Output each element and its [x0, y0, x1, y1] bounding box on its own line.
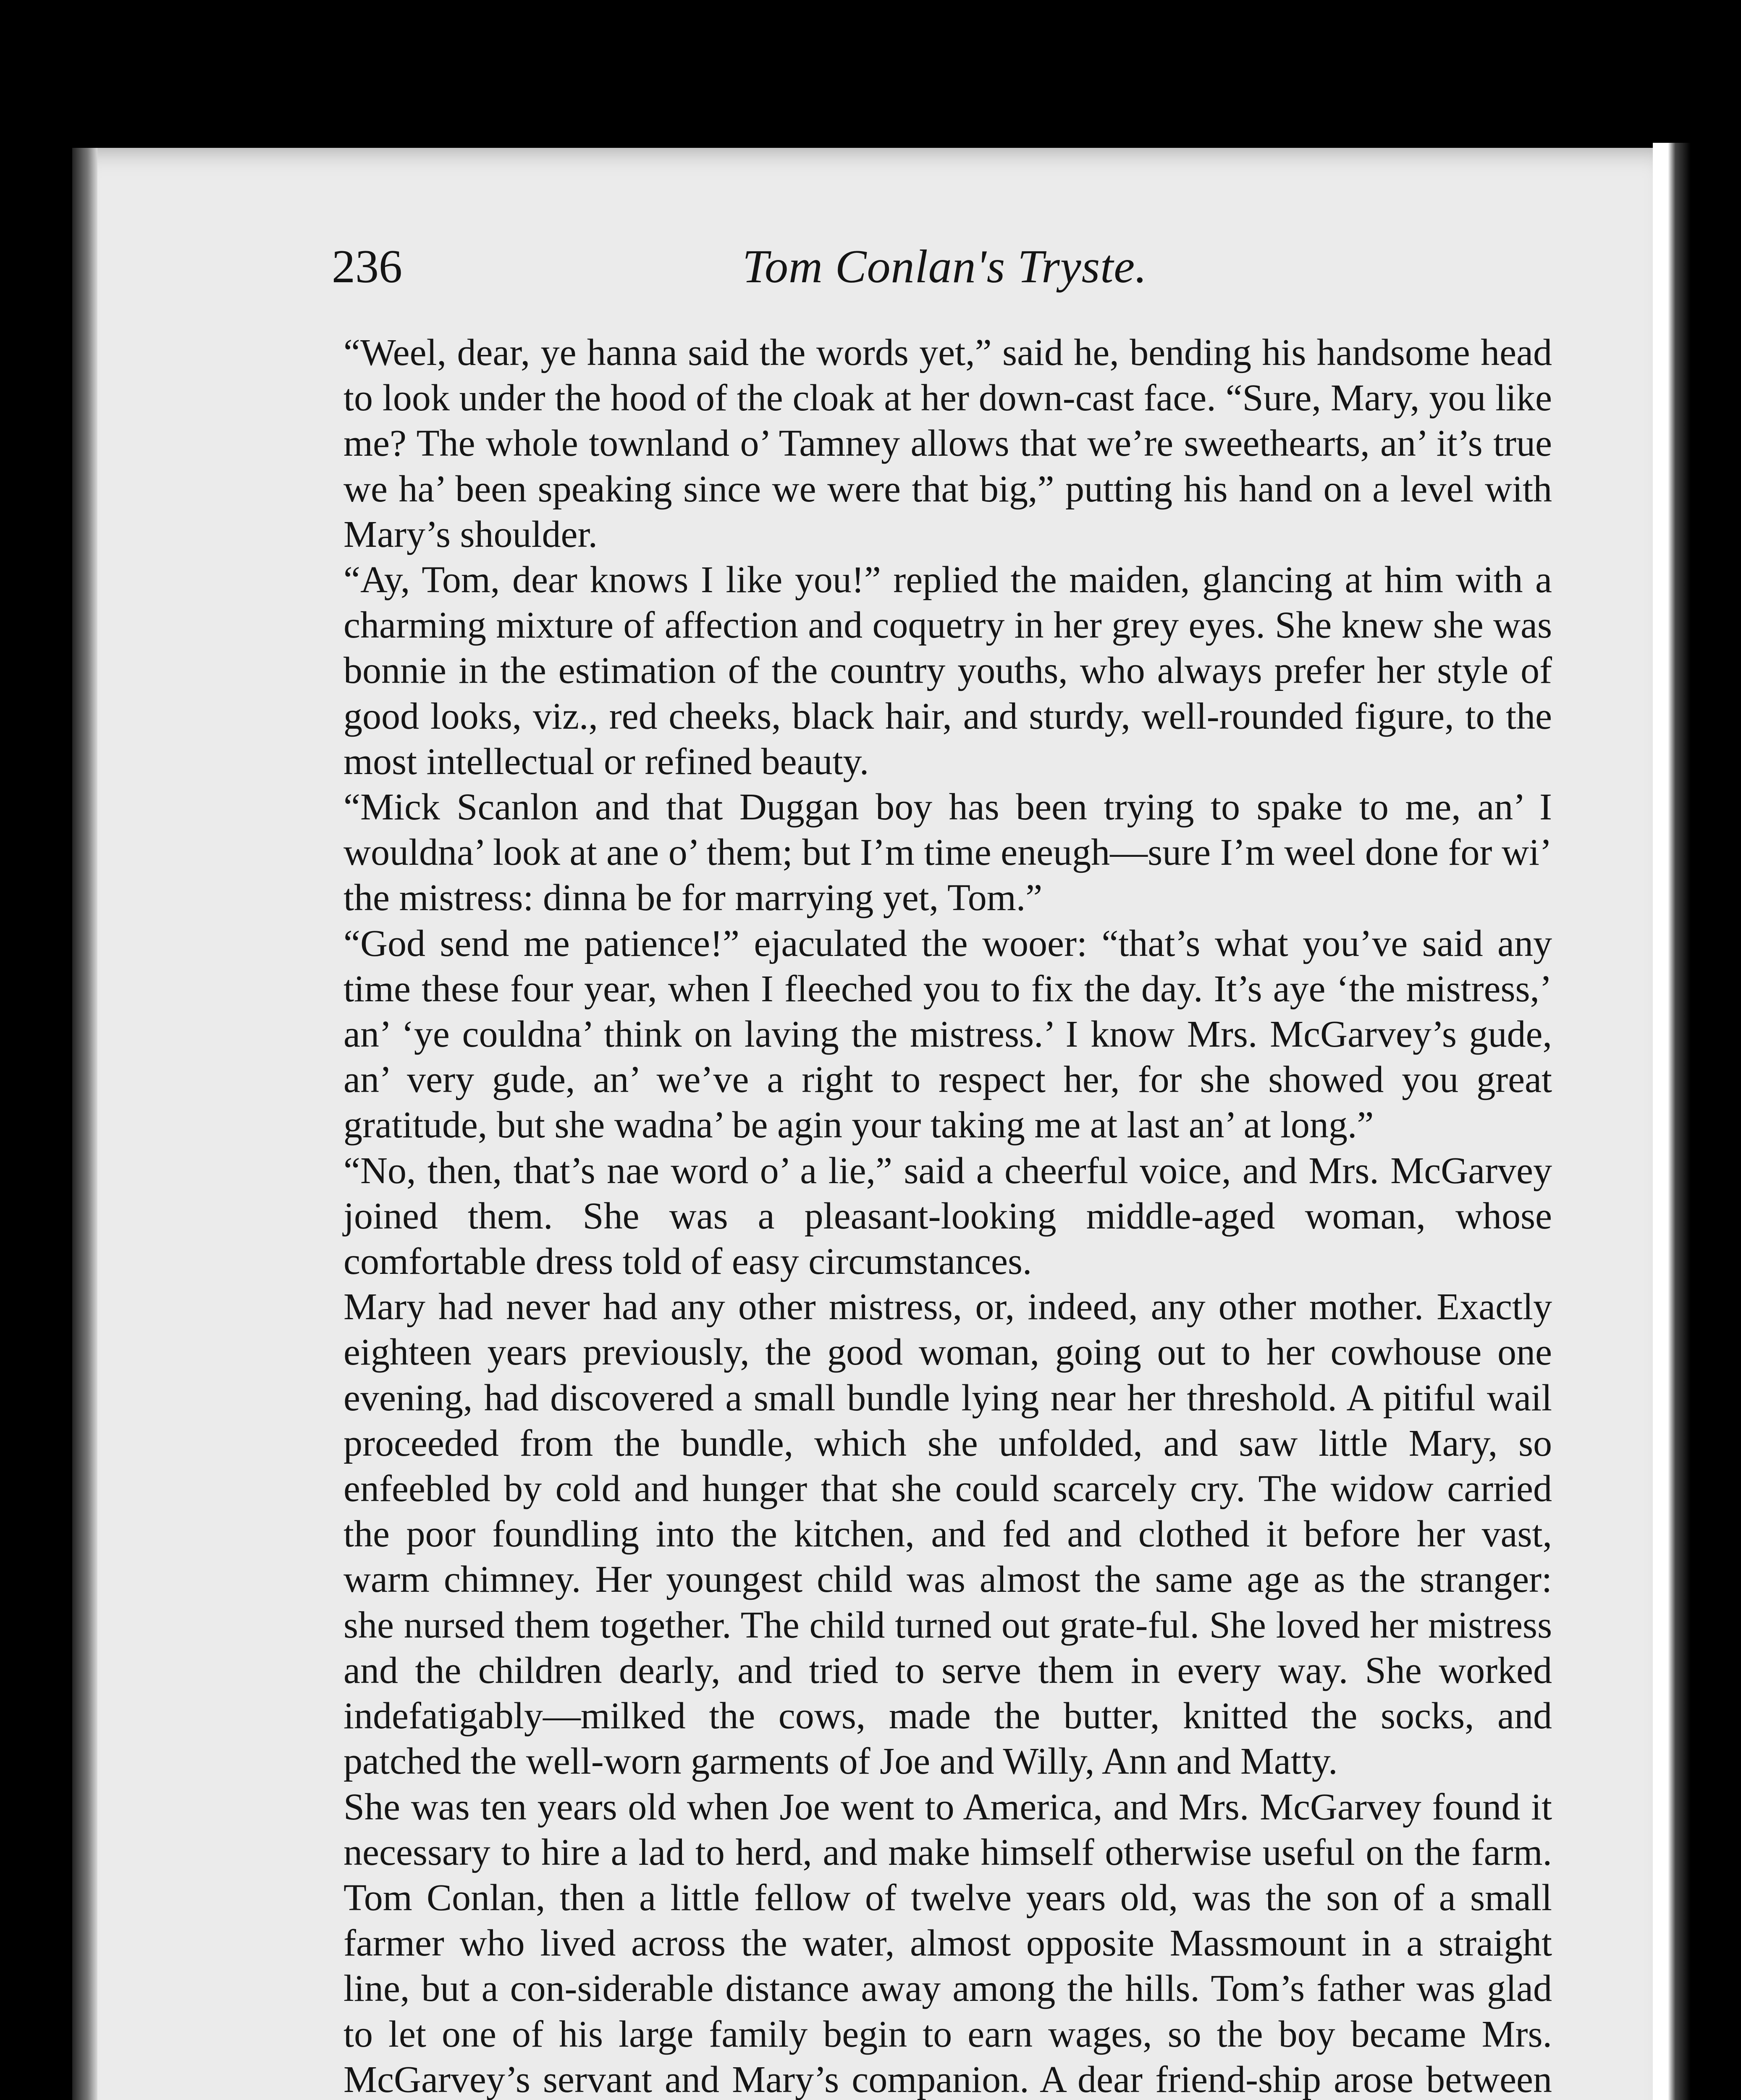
running-title: Tom Conlan's Tryste. [742, 241, 1148, 293]
paragraph: “God send me patience!” ejaculated the wooer: “that’s what you’ve said any time these four year, when I fleeched you to fix the day. It’s aye ‘the mistress,’ an’ ‘ye couldna’ think on laving the mistress.’ I know Mrs. McGarvey’s gude, an’ very gude, an’ we’ve a right to respect her, for she showed you great gratitude, but she wadna’ be agin your taking me at last an’ at long.” [343, 922, 1552, 1146]
paragraph: She was ten years old when Joe went to America, and Mrs. McGarvey found it necessary to hire a lad to herd, and make himself otherwise useful on the farm. Tom Conlan, then a little fellow of twelve years old, was the son of a small farmer who lived across the water, almost opposite Massmount in a straight line, but a con-siderable distance away among the hills. Tom’s father was glad to let one of his large family begin to earn wages, so the boy became Mrs. McGarvey’s servant and Mary’s companion. A dear friend-ship arose between [343, 1786, 1552, 2100]
paragraph: Mary had never had any other mistress, or, indeed, any other mother. Exactly eighteen years previously, the good woman, going out to her cowhouse one evening, had discovered a small bundle lying near her threshold. A pitiful wail proceeded from the bundle, which she unfolded, and saw little Mary, so enfeebled by cold and hunger that she could scarcely cry. The widow carried the poor foundling into the kitchen, and fed and clothed it before her vast, warm chimney. Her youngest child was almost the same age as the stranger: she nursed them together. The child turned out grate-ful. She loved her mistress and the children dearly, and tried to serve them in every way. She worked indefatigably—milked the cows, made the butter, knitted the socks, and patched the well-worn garments of Joe and Willy, Ann and Matty. [343, 1286, 1552, 1782]
page-gutter-shadow [72, 148, 97, 2100]
paragraph: “No, then, that’s nae word o’ a lie,” said a cheerful voice, and Mrs. McGarvey joined them. She was a pleasant-looking middle-aged woman, whose comfortable dress told of easy circumstances. [343, 1150, 1552, 1283]
paragraph: “Ay, Tom, dear knows I like you!” replied the maiden, glancing at him with a charming mixture of affection and coquetry in her grey eyes. She knew she was bonnie in the estimation of the country youths, who always prefer her style of good looks, viz., red cheeks, black hair, and sturdy, well-rounded figure, to the most intellectual or refined beauty. [343, 559, 1552, 782]
body-text [343, 330, 1552, 2100]
running-head [332, 235, 1558, 298]
paragraph: “Weel, dear, ye hanna said the words yet,” said he, bending his handsome head to look under the hood of the cloak at her down-cast face. “Sure, Mary, you like me? The whole townland o’ Tamney allows that we’re sweethearts, an’ it’s true we ha’ been speaking since we were that big,” putting his hand on a level with Mary’s shoulder. [343, 332, 1552, 555]
page-right-edge [1653, 143, 1691, 2100]
page-number: 236 [332, 241, 402, 293]
paragraph: “Mick Scanlon and that Duggan boy has been trying to spake to me, an’ I wouldna’ look at ane o’ them; but I’m time eneugh—sure I’m weel done for wi’ the mistress: dinna be for marrying yet, Tom.” [343, 786, 1552, 919]
